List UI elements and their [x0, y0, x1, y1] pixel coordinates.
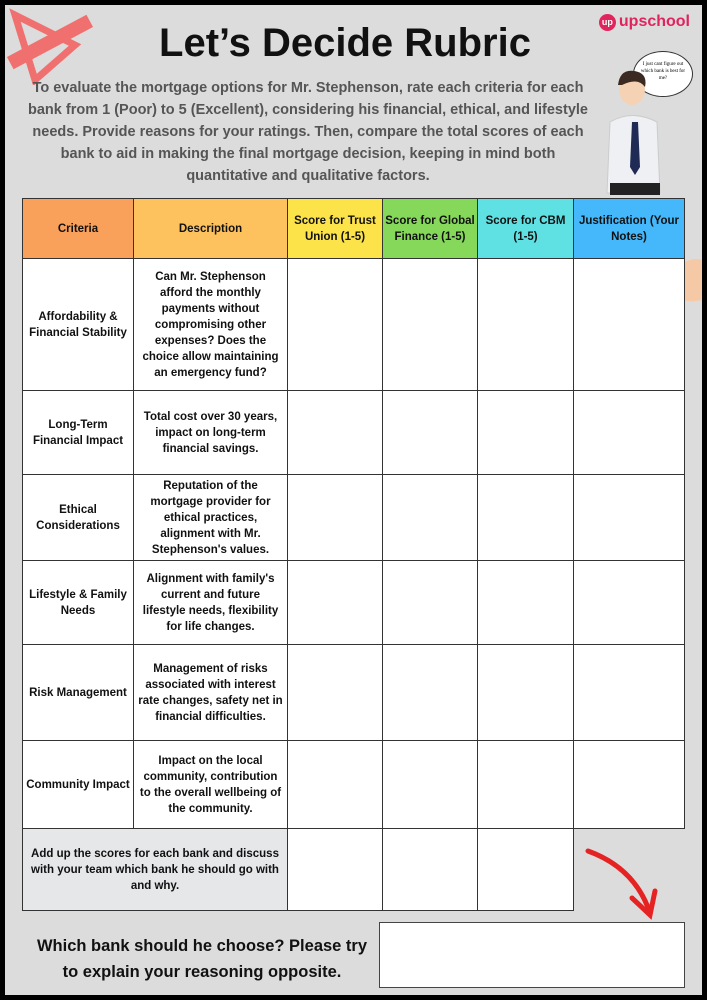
table-header: [23, 199, 685, 259]
score-global-finance-cell[interactable]: [383, 391, 478, 475]
total-trust-union-cell[interactable]: [288, 829, 383, 911]
criteria-cell: Risk Management: [23, 645, 134, 741]
score-trust-union-cell[interactable]: [288, 741, 383, 829]
justification-cell[interactable]: [574, 391, 685, 475]
table-row: [23, 741, 685, 829]
header-description: Description: [134, 199, 288, 259]
score-global-finance-cell[interactable]: [383, 475, 478, 561]
thinking-man-illustration: [602, 67, 672, 195]
upschool-logo: [599, 13, 690, 31]
score-trust-union-cell[interactable]: [288, 645, 383, 741]
justification-cell[interactable]: [574, 741, 685, 829]
summary-text: Add up the scores for each bank and discuss with your team which bank he should go with and why.: [23, 829, 288, 911]
score-trust-union-cell[interactable]: [288, 475, 383, 561]
table-row: [23, 561, 685, 645]
final-question: Which bank should he choose? Please try to explain your reasoning opposite.: [36, 937, 368, 981]
speech-bubble: I just cant figure out which bank is best for me?: [633, 51, 693, 97]
score-trust-union-cell[interactable]: [288, 561, 383, 645]
table-row: [23, 645, 685, 741]
justification-cell[interactable]: [574, 475, 685, 561]
criteria-cell: Affordability & Financial Stability: [23, 259, 134, 391]
criteria-cell: Long-Term Financial Impact: [23, 391, 134, 475]
description-cell: Impact on the local community, contribution to the overall wellbeing of the community.: [134, 741, 288, 829]
description-cell: Reputation of the mortgage provider for ethical practices, alignment with Mr. Stephenson's values.: [134, 475, 288, 561]
description-cell: Alignment with family's current and future lifestyle needs, flexibility for life changes.: [134, 561, 288, 645]
page-title: Let’s Decide Rubric: [159, 21, 531, 65]
rubric-table: [22, 198, 685, 911]
score-cbm-cell[interactable]: [478, 391, 574, 475]
table-row: [23, 475, 685, 561]
score-cbm-cell[interactable]: [478, 475, 574, 561]
score-global-finance-cell[interactable]: [383, 741, 478, 829]
upschool-logo-icon: up: [599, 14, 616, 31]
header-criteria: Criteria: [23, 199, 134, 259]
score-global-finance-cell[interactable]: [383, 259, 478, 391]
justification-cell[interactable]: [574, 259, 685, 391]
ruler-triangle-icon: [5, 5, 100, 85]
criteria-cell: Ethical Considerations: [23, 475, 134, 561]
worksheet: [5, 5, 702, 995]
score-global-finance-cell[interactable]: [383, 561, 478, 645]
header-justification: Justification (Your Notes): [574, 199, 685, 259]
score-cbm-cell[interactable]: [478, 741, 574, 829]
instructions: To evaluate the mortgage options for Mr. Stephenson, rate each criteria for each bank from 1 (Poor) to 5 (Excellent), considering his financial, ethical, and lifestyle needs. Provide reasons for your ratings. Then, compare the total scores of each bank to aid in making the final mortgage decision, keeping in mind both quantitative and qualitative factors.: [28, 80, 588, 184]
logo-text: upschool: [618, 13, 690, 30]
score-trust-union-cell[interactable]: [288, 391, 383, 475]
justification-cell[interactable]: [574, 561, 685, 645]
score-cbm-cell[interactable]: [478, 645, 574, 741]
justification-cell[interactable]: [574, 645, 685, 741]
header-cbm: Score for CBM (1-5): [478, 199, 574, 259]
description-cell: Can Mr. Stephenson afford the monthly payments without compromising other expenses? Does the choice allow maintaining an emergency fund?: [134, 259, 288, 391]
criteria-cell: Lifestyle & Family Needs: [23, 561, 134, 645]
header-global-finance: Score for Global Finance (1-5): [383, 199, 478, 259]
score-cbm-cell[interactable]: [478, 259, 574, 391]
total-global-finance-cell[interactable]: [383, 829, 478, 911]
red-arrow-icon: [580, 843, 670, 921]
criteria-cell: Community Impact: [23, 741, 134, 829]
score-cbm-cell[interactable]: [478, 561, 574, 645]
score-trust-union-cell[interactable]: [288, 259, 383, 391]
score-global-finance-cell[interactable]: [383, 645, 478, 741]
table-row: [23, 259, 685, 391]
description-cell: Total cost over 30 years, impact on long-term financial savings.: [134, 391, 288, 475]
header-trust-union: Score for Trust Union (1-5): [288, 199, 383, 259]
total-cbm-cell[interactable]: [478, 829, 574, 911]
answer-box[interactable]: [379, 922, 685, 988]
description-cell: Management of risks associated with interest rate changes, safety net in financial difficulties.: [134, 645, 288, 741]
table-row: [23, 391, 685, 475]
